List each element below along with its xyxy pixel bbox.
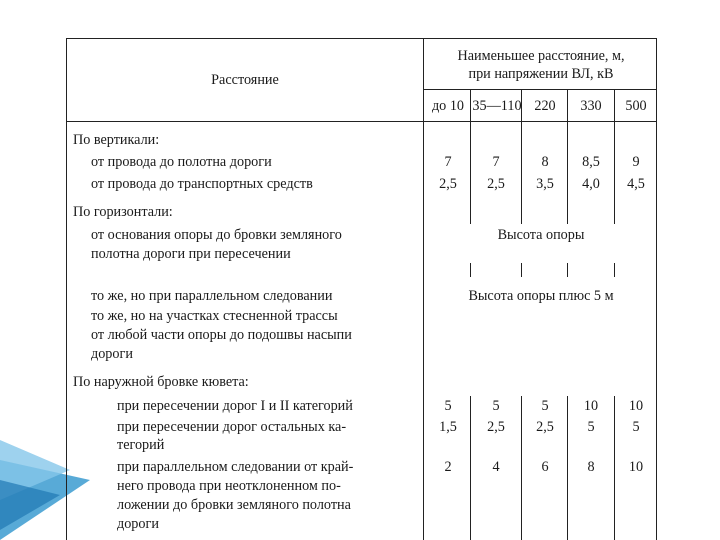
merged-value-cell: Высота опоры — [497, 227, 585, 243]
value-cell: 10 — [583, 398, 599, 414]
value-cell: 2,5 — [536, 419, 554, 435]
distance-table — [66, 38, 657, 540]
voltage-divider — [470, 89, 471, 224]
row-label: при пересечении дорог I и II категорий — [117, 398, 353, 414]
voltage-divider — [567, 89, 568, 224]
voltage-divider — [567, 263, 568, 277]
header-bottom-rule — [67, 121, 657, 122]
row-label: при пересечении дорог остальных ка- — [117, 419, 347, 435]
row-label: ложении до бровки земляного полотна — [117, 497, 351, 513]
distance-column-header: Расстояние — [211, 72, 279, 88]
row-label: тегорий — [117, 437, 165, 453]
value-cell: 4 — [492, 459, 500, 475]
voltage-divider — [521, 263, 522, 277]
value-cell: 8 — [587, 459, 595, 475]
row-label: него провода при неотклоненном по- — [117, 478, 341, 494]
min-distance-header: при напряжении ВЛ, кВ — [468, 66, 614, 82]
row-label: дороги — [117, 516, 159, 532]
value-cell: 4,0 — [582, 176, 600, 192]
header-divider — [424, 89, 657, 90]
value-cell: 3,5 — [536, 176, 554, 192]
value-cell: 1,5 — [439, 419, 457, 435]
row-label: дороги — [91, 346, 133, 362]
value-cell: 5 — [632, 419, 640, 435]
value-cell: 9 — [632, 154, 640, 170]
voltage-header: 220 — [534, 98, 556, 114]
row-label: при параллельном следовании от край- — [117, 459, 354, 475]
value-cell: 2,5 — [487, 419, 505, 435]
row-label: то же, но на участках стесненной трассы — [91, 308, 338, 324]
voltage-header: 330 — [580, 98, 602, 114]
value-cell: 5 — [541, 398, 549, 414]
voltage-header: 35—110 — [472, 98, 522, 114]
value-cell: 10 — [628, 459, 644, 475]
merged-value-cell: Высота опоры плюс 5 м — [468, 288, 614, 304]
section-title: По горизонтали: — [73, 204, 173, 220]
value-cell: 7 — [492, 154, 500, 170]
row-label: от провода до транспортных средств — [91, 176, 313, 192]
voltage-divider — [470, 396, 471, 540]
row-label: полотна дороги при пересечении — [91, 246, 291, 262]
value-cell: 2 — [444, 459, 452, 475]
value-cell: 5 — [587, 419, 595, 435]
row-label: от любой части опоры до подошвы насыпи — [91, 327, 352, 343]
voltage-divider — [614, 263, 615, 277]
section-title: По наружной бровке кювета: — [73, 374, 249, 390]
value-cell: 6 — [541, 459, 549, 475]
value-cell: 8 — [541, 154, 549, 170]
voltage-header: 500 — [625, 98, 647, 114]
min-distance-header: Наименьшее расстояние, м, — [457, 48, 625, 64]
value-cell: 2,5 — [439, 176, 457, 192]
section-title: По вертикали: — [73, 132, 160, 148]
value-cell: 5 — [444, 398, 452, 414]
voltage-divider — [470, 263, 471, 277]
value-cell: 5 — [492, 398, 500, 414]
voltage-header: до 10 — [431, 98, 465, 114]
row-label: то же, но при параллельном следовании — [91, 288, 333, 304]
voltage-divider — [521, 396, 522, 540]
row-label: от провода до полотна дороги — [91, 154, 272, 170]
value-cell: 8,5 — [582, 154, 600, 170]
row-label: от основания опоры до бровки земляного — [91, 227, 342, 243]
value-cell: 10 — [628, 398, 644, 414]
value-cell: 2,5 — [487, 176, 505, 192]
voltage-divider — [567, 396, 568, 540]
value-cell: 4,5 — [627, 176, 645, 192]
value-cell: 7 — [444, 154, 452, 170]
